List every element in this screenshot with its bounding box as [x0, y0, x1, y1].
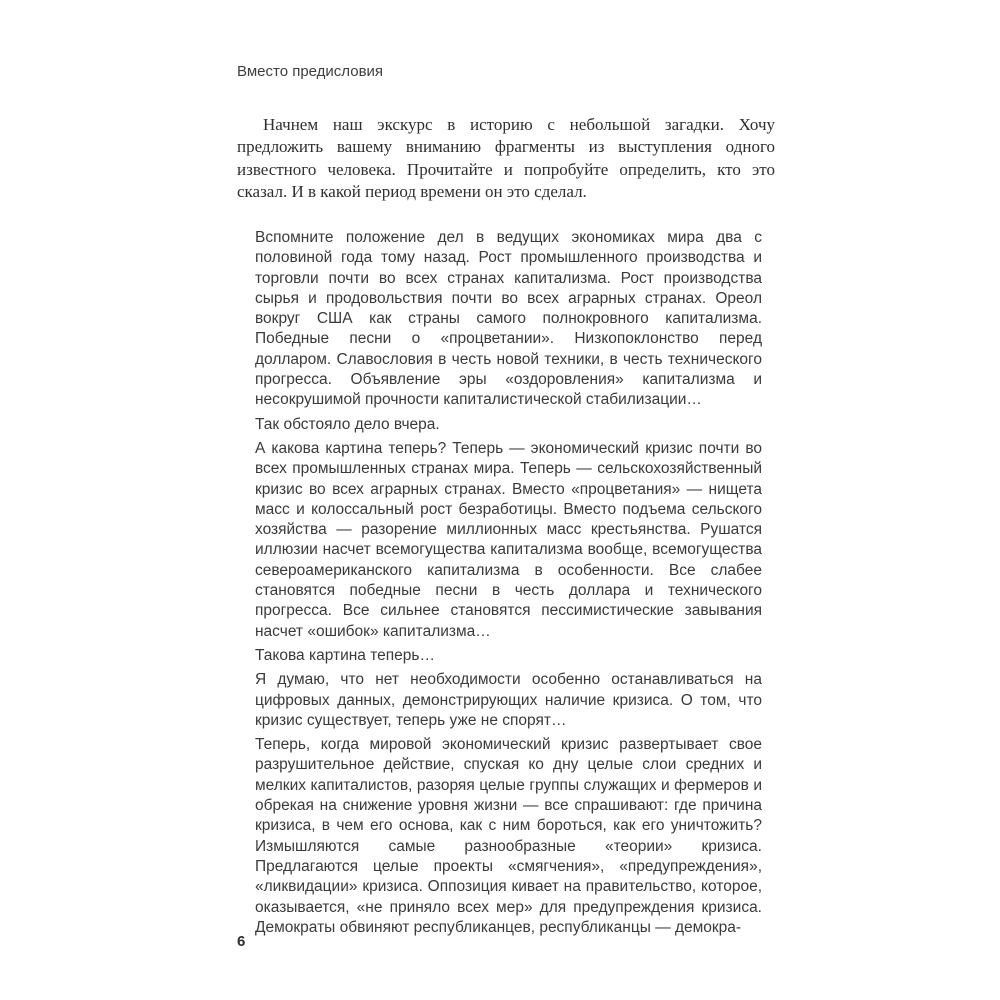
quote-paragraph-5: Я думаю, что нет необходимости особенно останавливаться на цифровых данных, демонстрирующих наличие кризиса. О том, что кризис существует, теперь уже не спорят… — [255, 671, 762, 729]
quote-paragraph-2: Так обстояло дело вчера. — [255, 415, 440, 433]
quote-paragraph-1: Вспомните положение дел в ведущих экономиках мира два с половиной года тому назад. Рост промышленного производства и торговли почти во всех странах капитализма. Рост производства сырья и продовольствия почти во всех аграрных странах. Ореол вокруг США как страны самого полнокровного капитализма. Победные песни о «процветании». Низкопоклонство перед долларом. Славословия в честь новой техники, в честь технического прогресса. Объявление эры «оздоровления» капитализма и несокрушимой прочности капиталистической стабилизации… — [255, 229, 762, 409]
page-number: 6 — [237, 933, 246, 950]
running-header: Вместо предисловия — [237, 63, 384, 80]
quote-paragraph-3: А какова картина теперь? Теперь — экономический кризис почти во всех промышленных странах мира. Теперь — сельскохозяйственный кризис во всех аграрных странах. Вместо «процветания» — нищета масс и колоссальный рост безработицы. Вместо подъема сельского хозяйства — разорение миллионных масс крестьянства. Рушатся иллюзии насчет всемогущества капитализма вообще, всемогущества североамериканского капитализма в особенности. Все слабее становятся победные песни в честь доллара и технического прогресса. Все сильнее становятся пессимистические завывания насчет «ошибок» капитализма… — [255, 439, 762, 640]
quote-paragraph-6: Теперь, когда мировой экономический кризис развертывает свое разрушительное действие, спуская ко дну целые слои средних и мелких капиталистов, разоряя целые группы служащих и фермеров и обрекая на снижение уровня жизни — все спрашивают: где причина кризиса, в чем его основа, как с ним бороться, как его уничтожить? Измышляются самые разнообразные «теории» кризиса. Предлагаются целые проекты «смягчения», «предупреждения», «ликвидации» кризиса. Оппозиция кивает на правительство, которое, оказывается, «не приняло всех мер» для предупреждения кризиса. Демократы обвиняют республиканцев, республиканцы — демокра- — [255, 736, 762, 936]
quote-paragraph-4: Такова картина теперь… — [255, 646, 435, 664]
intro-paragraph: Начнем наш экскурс в историю с небольшой загадки. Хочу предложить вашему вниманию фрагменты из выступления одного известного человека. Прочитайте и попробуйте определить, кто это сказал. И в какой период времени он это сделал. — [237, 115, 775, 202]
quote-block — [255, 228, 762, 942]
